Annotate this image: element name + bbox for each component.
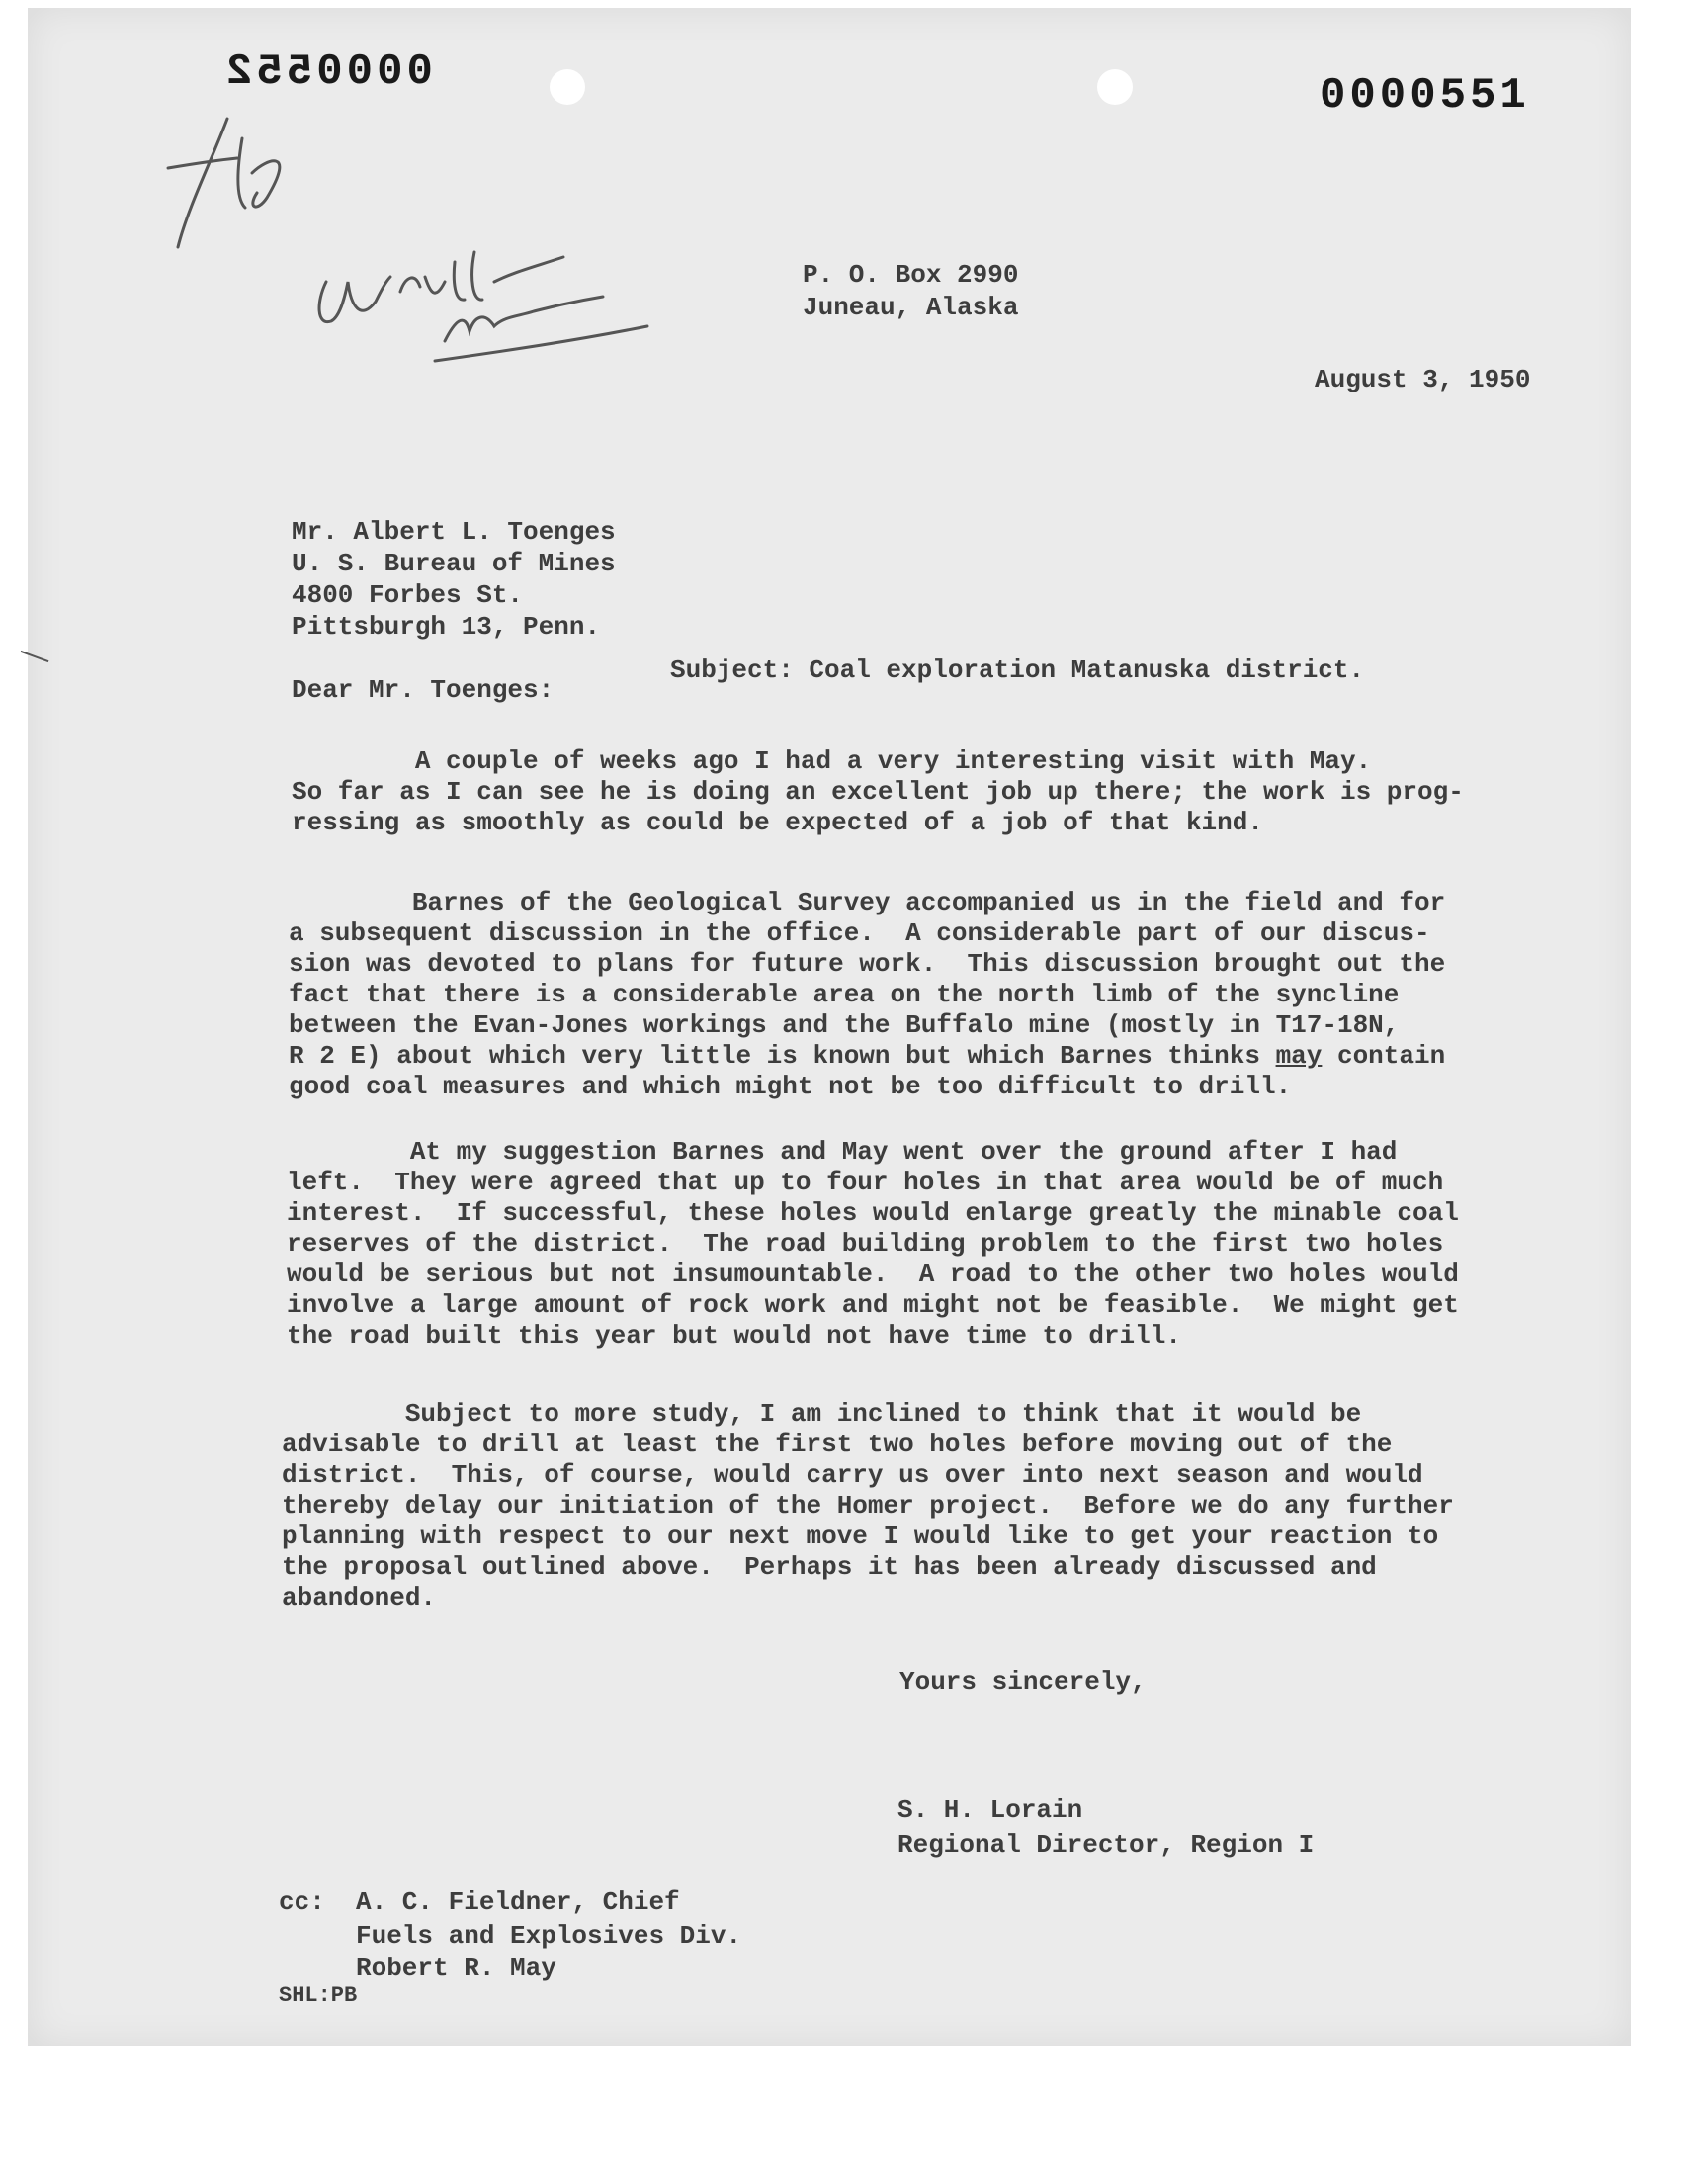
salutation: Dear Mr. Toenges: <box>292 675 555 705</box>
paragraph-line: district. This, of course, would carry us over into next season and would <box>282 1460 1423 1490</box>
underlined-word: may <box>1275 1041 1323 1071</box>
paragraph-line: between the Evan-Jones workings and the Buffalo mine (mostly in T17-18N, <box>289 1010 1400 1040</box>
closing: Yours sincerely, <box>899 1667 1147 1696</box>
stamp-top-left: 0000552 <box>222 47 433 97</box>
paragraph-line: Subject to more study, I am inclined to think that it would be <box>282 1399 1362 1429</box>
paragraph-2 <box>289 888 1445 1102</box>
subject-line: Subject: Coal exploration Matanuska district. <box>670 655 1365 685</box>
paragraph-line: fact that there is a considerable area on the north limb of the syncline <box>289 980 1400 1009</box>
paragraph-line: Barnes of the Geological Survey accompanied us in the field and for <box>289 888 1446 917</box>
paragraph-1 <box>292 746 1464 838</box>
paragraph-line: sion was devoted to plans for future work. This discussion brought out the <box>289 949 1446 979</box>
signature-name: S. H. Lorain <box>897 1795 1083 1825</box>
recipient-line-3: 4800 Forbes St. <box>292 580 524 610</box>
paragraph-line: would be serious but not insumountable. A road to the other two holes would <box>287 1260 1459 1289</box>
paragraph-line: thereby delay our initiation of the Homer project. Before we do any further <box>282 1491 1454 1521</box>
recipient-line-1: Mr. Albert L. Toenges <box>292 517 616 547</box>
stamp-top-right: 0000551 <box>1320 71 1530 121</box>
paragraph-line: reserves of the district. The road building problem to the first two holes <box>287 1229 1444 1259</box>
return-address-line-2: Juneau, Alaska <box>803 293 1019 322</box>
paragraph-3 <box>287 1137 1459 1351</box>
paragraph-line: a subsequent discussion in the office. A considerable part of our discus- <box>289 918 1430 948</box>
cc-line-1: A. C. Fieldner, Chief <box>356 1887 680 1917</box>
paragraph-line: the road built this year but would not have time to drill. <box>287 1321 1181 1350</box>
paragraph-line: A couple of weeks ago I had a very interesting visit with May. <box>292 746 1372 776</box>
paragraph-line: interest. If successful, these holes would enlarge greatly the minable coal <box>287 1198 1459 1228</box>
paragraph-line: So far as I can see he is doing an excellent job up there; the work is prog- <box>292 777 1464 807</box>
paragraph-line: advisable to drill at least the first two holes before moving out of the <box>282 1430 1393 1459</box>
paragraph-4 <box>282 1399 1454 1613</box>
handwritten-initials <box>306 222 662 371</box>
paragraph-line: involve a large amount of rock work and might not be feasible. We might get <box>287 1290 1459 1320</box>
return-address-line-1: P. O. Box 2990 <box>803 260 1019 290</box>
paragraph-line: ressing as smoothly as could be expected of a job of that kind. <box>292 808 1263 837</box>
paragraph-line: planning with respect to our next move I would like to get your reaction to <box>282 1522 1439 1551</box>
letter-date: August 3, 1950 <box>1315 365 1531 394</box>
paragraph-line: the proposal outlined above. Perhaps it has been already discussed and <box>282 1552 1377 1582</box>
punch-hole <box>550 69 585 105</box>
recipient-line-4: Pittsburgh 13, Penn. <box>292 612 601 642</box>
paragraph-line: R 2 E) about which very little is known but which Barnes thinks may contain <box>289 1041 1446 1071</box>
cc-line-3: Robert R. May <box>356 1954 556 1983</box>
recipient-line-2: U. S. Bureau of Mines <box>292 549 616 578</box>
paragraph-line: abandoned. <box>282 1583 437 1612</box>
paragraph-line: left. They were agreed that up to four holes in that area would be of much <box>287 1168 1444 1197</box>
handwritten-file-note <box>158 99 306 257</box>
paragraph-line: At my suggestion Barnes and May went over the ground after I had <box>287 1137 1398 1167</box>
signature-title: Regional Director, Region I <box>897 1830 1315 1860</box>
cc-line-2: Fuels and Explosives Div. <box>356 1921 742 1951</box>
paragraph-line: good coal measures and which might not be too difficult to drill. <box>289 1072 1292 1101</box>
punch-hole <box>1097 69 1133 105</box>
reference-initials: SHL:PB <box>279 1983 358 2008</box>
cc-label: cc: <box>279 1887 325 1917</box>
